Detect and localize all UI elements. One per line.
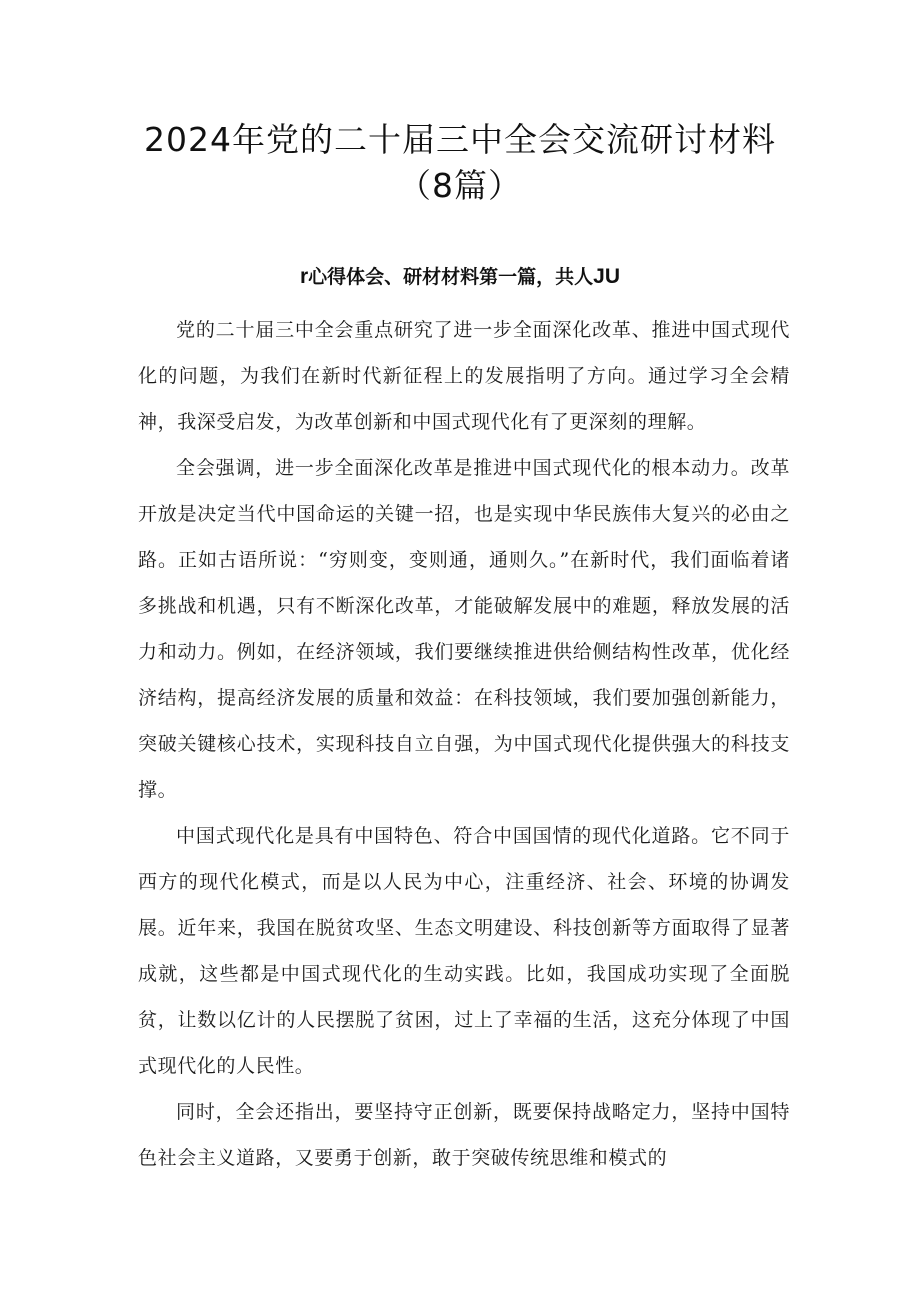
paragraph: 全会强调，进一步全面深化改革是推进中国式现代化的根本动力。改革开放是决定当代中国命运的关键一招，也是实现中华民族伟大复兴的必由之路。正如古语所说：“穷则变，变则通，通则久。”在新时代，我们面临着诸多挑战和机遇，只有不断深化改革，才能破解发展中的难题，释放发展的活力和动力。例如，在经济领域，我们要继续推进供给侧结构性改革，优化经济结构，提高经济发展的质量和效益：在科技领域，我们要加强创新能力，突破关键核心技术，实现科技自立自强，为中国式现代化提供强大的科技支撑。 — [138, 457, 790, 801]
section-heading-prefix: r — [299, 265, 309, 288]
section-heading-suffix: JU — [593, 265, 621, 288]
section-heading — [0, 262, 920, 289]
paragraph: 同时，全会还指出，要坚持守正创新，既要保持战略定力，坚持中国特色社会主义道路，又要勇于创新，敢于突破传统思维和模式的 — [138, 1101, 790, 1169]
paragraph: 党的二十届三中全会重点研究了进一步全面深化改革、推进中国式现代化的问题，为我们在新时代新征程上的发展指明了方向。通过学习全会精神，我深受启发，为改革创新和中国式现代化有了更深刻的理解。 — [138, 319, 790, 433]
document-body — [138, 307, 790, 1181]
paragraph: 中国式现代化是具有中国特色、符合中国国情的现代化道路。它不同于西方的现代化模式，而是以人民为中心，注重经济、社会、环境的协调发展。近年来，我国在脱贫攻坚、生态文明建设、科技创新等方面取得了显著成就，这些都是中国式现代化的生动实践。比如，我国成功实现了全面脱贫，让数以亿计的人民摆脱了贫困，过上了幸福的生活，这充分体现了中国式现代化的人民性。 — [138, 825, 790, 1077]
document-title: 2024年党的二十届三中全会交流研讨材料 — [144, 120, 776, 159]
section-heading-text: 心得体会、研材材料第一篇，共人 — [308, 266, 594, 288]
document-title-count: （8篇） — [398, 166, 522, 205]
